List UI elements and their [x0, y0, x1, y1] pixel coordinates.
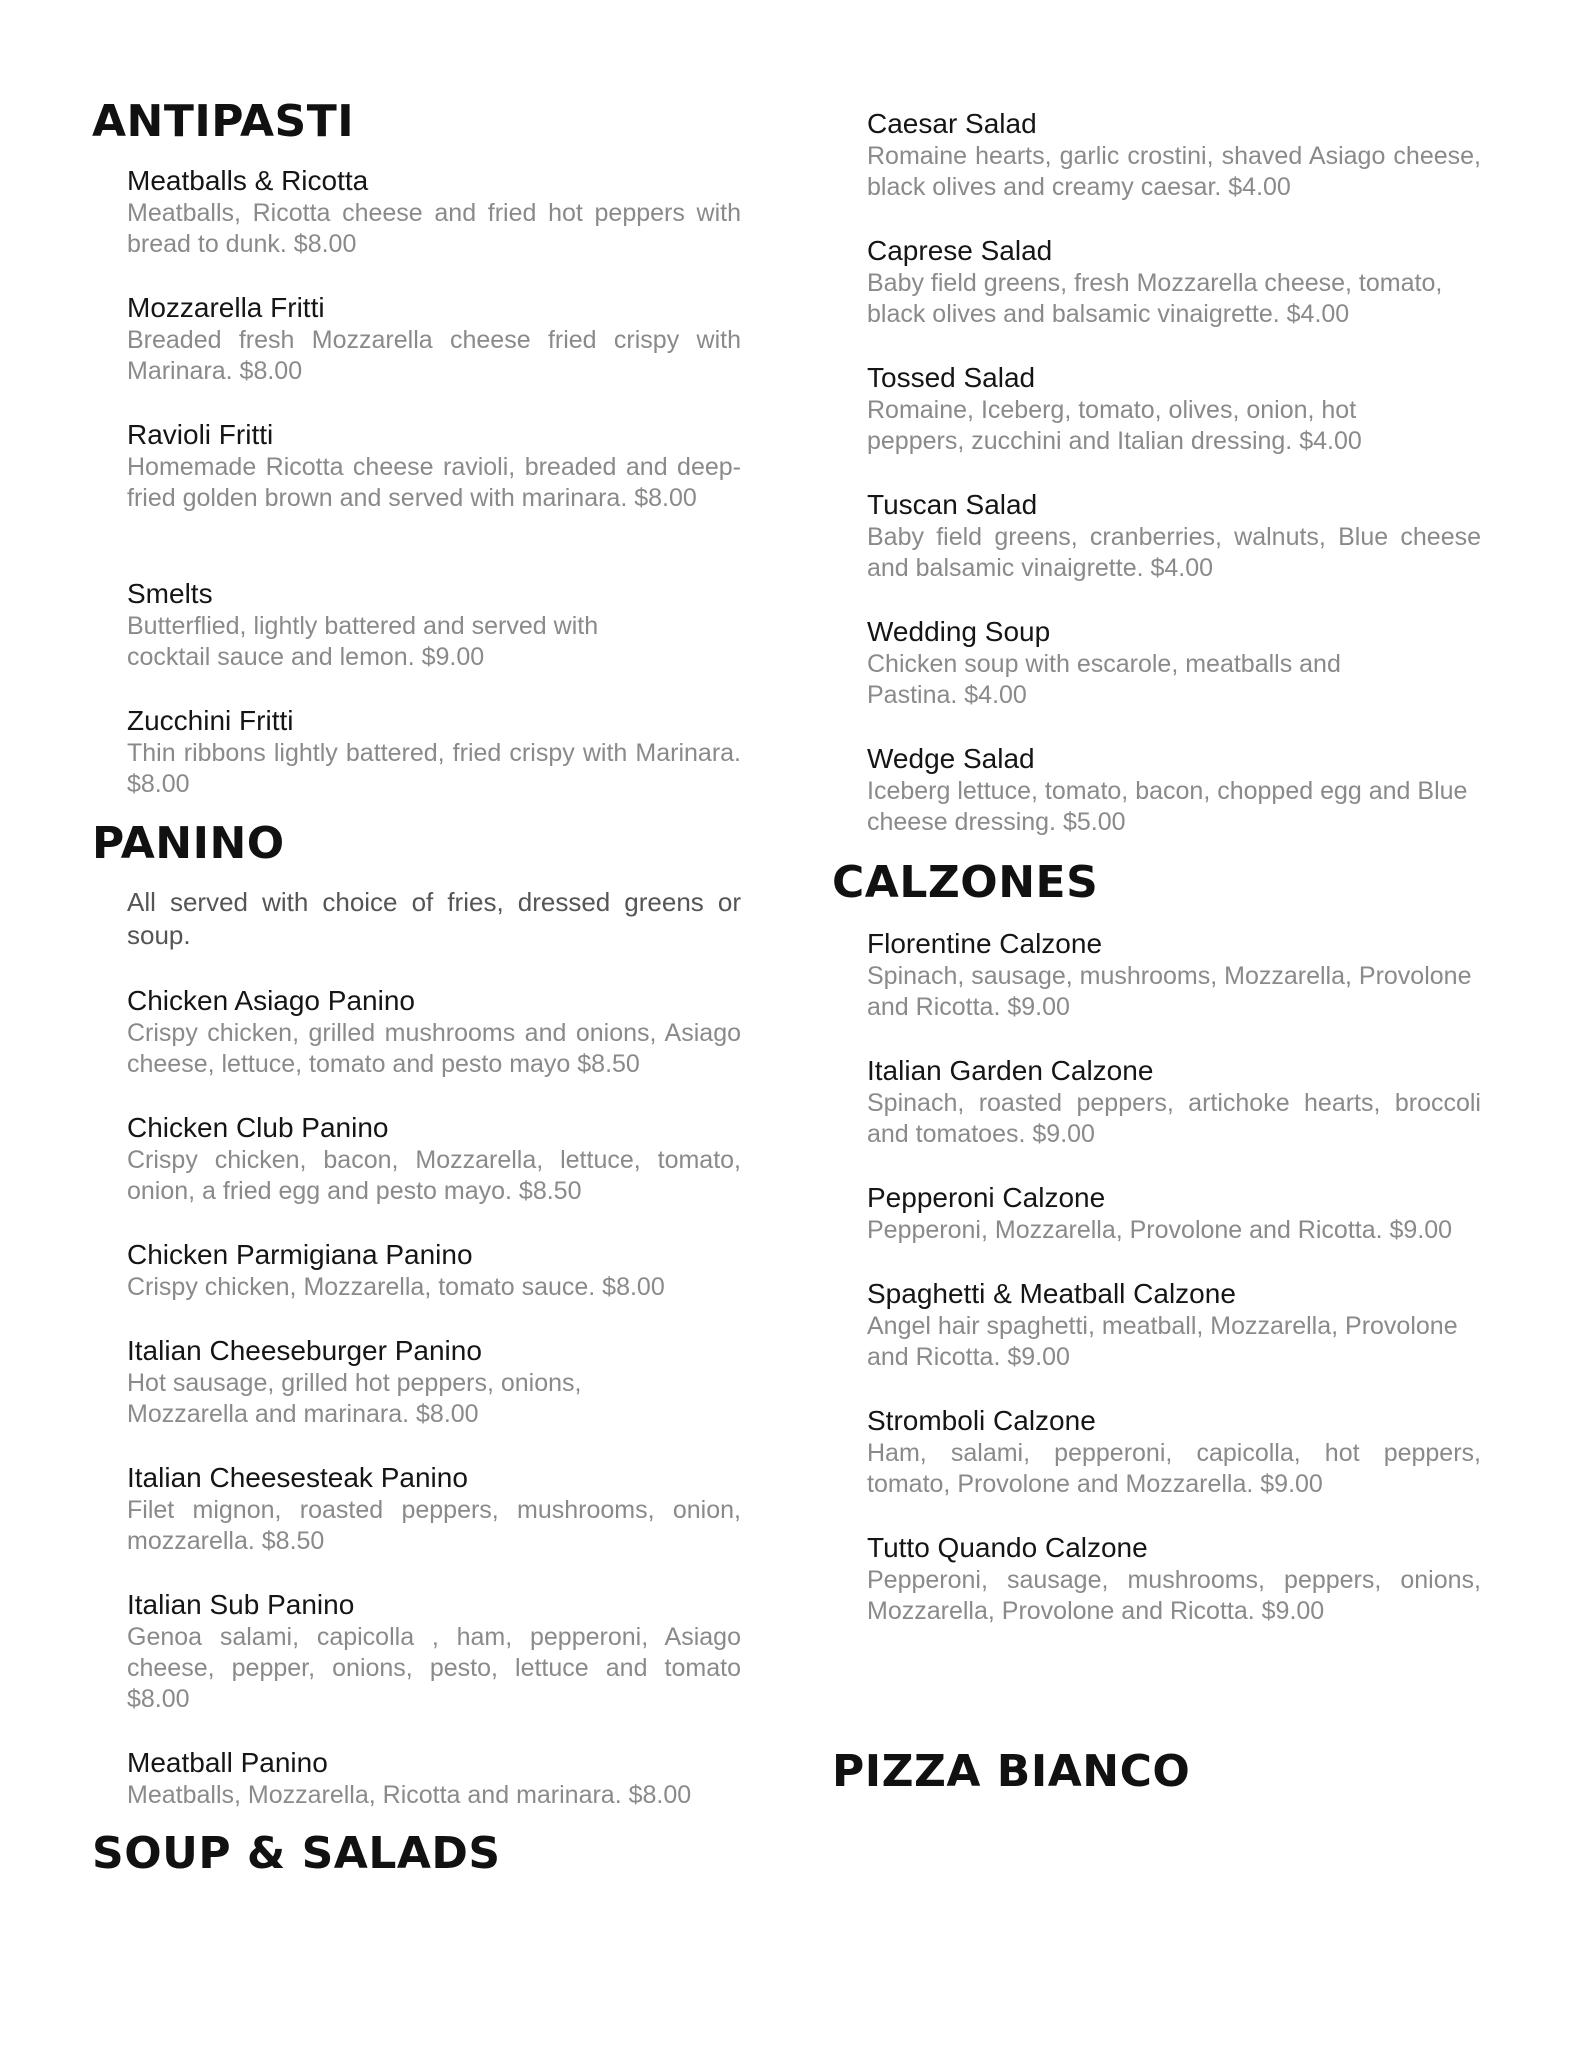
item-name: Meatball Panino	[127, 1747, 328, 1778]
item-description: Homemade Ricotta cheese ravioli, breaded and deep-fried golden brown and served with marinara. $8.00	[127, 453, 741, 512]
item-name: Meatballs & Ricotta	[127, 165, 369, 196]
item-description: Pepperoni, Mozzarella, Provolone and Ricotta. $9.00	[867, 1216, 1453, 1244]
soup-salads-title: SOUP & SALADS	[92, 1828, 501, 1879]
item-description: Angel hair spaghetti, meatball, Mozzarella, Provolone and Ricotta. $9.00	[867, 1312, 1458, 1371]
item-description: Baby field greens, fresh Mozzarella cheese, tomato, black olives and balsamic vinaigrette. $4.00	[867, 269, 1443, 328]
antipasti-title: ANTIPASTI	[92, 96, 355, 147]
item-name: Italian Cheesesteak Panino	[127, 1462, 468, 1493]
menu-item	[127, 1588, 741, 1715]
item-name: Smelts	[127, 578, 213, 609]
item-description: Genoa salami, capicolla , ham, pepperoni, Asiago cheese, pepper, onions, pesto, lettuce and tomato $8.00	[127, 1623, 741, 1713]
item-description: Crispy chicken, grilled mushrooms and onions, Asiago cheese, lettuce, tomato and pesto mayo $8.50	[127, 1019, 741, 1078]
item-description: Ham, salami, pepperoni, capicolla, hot peppers, tomato, Provolone and Mozzarella. $9.00	[867, 1439, 1481, 1498]
item-name: Caesar Salad	[867, 108, 1037, 139]
item-name: Chicken Parmigiana Panino	[127, 1239, 473, 1270]
item-description: Spinach, roasted peppers, artichoke hearts, broccoli and tomatoes. $9.00	[867, 1089, 1481, 1148]
item-description: Crispy chicken, Mozzarella, tomato sauce. $8.00	[127, 1273, 665, 1301]
item-name: Ravioli Fritti	[127, 419, 274, 450]
item-description: Breaded fresh Mozzarella cheese fried crispy with Marinara. $8.00	[127, 326, 741, 385]
menu-item	[867, 1277, 1481, 1373]
item-name: Spaghetti & Meatball Calzone	[867, 1278, 1236, 1309]
item-description: Chicken soup with escarole, meatballs and Pastina. $4.00	[867, 650, 1341, 709]
menu-item	[127, 984, 741, 1080]
menu-item	[127, 704, 741, 800]
item-name: Zucchini Fritti	[127, 705, 294, 736]
pizza-bianco-title: PIZZA BIANCO	[832, 1746, 1191, 1797]
item-description: Thin ribbons lightly battered, fried crispy with Marinara. $8.00	[127, 739, 741, 798]
item-name: Tuscan Salad	[867, 489, 1038, 520]
item-description: Spinach, sausage, mushrooms, Mozzarella, Provolone and Ricotta. $9.00	[867, 962, 1472, 1021]
menu-item	[867, 107, 1481, 203]
item-description: Romaine, Iceberg, tomato, olives, onion, hot peppers, zucchini and Italian dressing. $4.00	[867, 396, 1362, 455]
menu-item	[127, 1111, 741, 1207]
menu-item	[867, 361, 1481, 457]
panino-intro: All served with choice of fries, dressed greens or soup.	[127, 887, 741, 950]
item-description: Meatballs, Ricotta cheese and fried hot peppers with bread to dunk. $8.00	[127, 199, 741, 258]
menu-item	[867, 615, 1481, 711]
item-name: Chicken Asiago Panino	[127, 985, 415, 1016]
item-name: Tutto Quando Calzone	[867, 1532, 1148, 1563]
item-description: Baby field greens, cranberries, walnuts, Blue cheese and balsamic vinaigrette. $4.00	[867, 523, 1481, 582]
item-description: Pepperoni, sausage, mushrooms, peppers, onions, Mozzarella, Provolone and Ricotta. $9.00	[867, 1566, 1481, 1625]
item-description: Hot sausage, grilled hot peppers, onions, Mozzarella and marinara. $8.00	[127, 1369, 582, 1428]
menu-item	[867, 1181, 1481, 1246]
item-name: Italian Garden Calzone	[867, 1055, 1154, 1086]
menu-item	[127, 1746, 741, 1811]
item-description: Meatballs, Mozzarella, Ricotta and marinara. $8.00	[127, 1781, 692, 1809]
menu-item	[127, 1238, 741, 1303]
item-description: Crispy chicken, bacon, Mozzarella, lettuce, tomato, onion, a fried egg and pesto mayo. $8.50	[127, 1146, 741, 1205]
item-name: Wedge Salad	[867, 743, 1035, 774]
item-description: Butterflied, lightly battered and served with cocktail sauce and lemon. $9.00	[127, 612, 599, 671]
item-name: Florentine Calzone	[867, 928, 1103, 959]
item-description: Iceberg lettuce, tomato, bacon, chopped egg and Blue cheese dressing. $5.00	[867, 777, 1468, 836]
item-name: Caprese Salad	[867, 235, 1053, 266]
item-name: Stromboli Calzone	[867, 1405, 1096, 1436]
item-description: Romaine hearts, garlic crostini, shaved Asiago cheese, black olives and creamy caesar. $4.00	[867, 142, 1481, 201]
calzones-title: CALZONES	[832, 857, 1099, 908]
menu-item	[867, 1531, 1481, 1627]
item-description: Filet mignon, roasted peppers, mushrooms, onion, mozzarella. $8.50	[127, 1496, 741, 1555]
panino-title: PANINO	[92, 818, 285, 869]
item-name: Tossed Salad	[867, 362, 1036, 393]
menu-item	[867, 234, 1481, 330]
menu-item	[127, 291, 741, 387]
menu-item	[127, 418, 741, 514]
menu-item	[867, 742, 1481, 838]
item-name: Pepperoni Calzone	[867, 1182, 1106, 1213]
item-name: Wedding Soup	[867, 616, 1051, 647]
menu-item	[867, 927, 1481, 1023]
menu-item	[127, 577, 741, 673]
menu-item	[867, 488, 1481, 584]
menu-item	[867, 1054, 1481, 1150]
item-name: Italian Sub Panino	[127, 1589, 355, 1620]
menu-item	[867, 1404, 1481, 1500]
item-name: Mozzarella Fritti	[127, 292, 325, 323]
menu-item	[127, 1461, 741, 1557]
menu-item	[127, 1334, 741, 1430]
item-name: Chicken Club Panino	[127, 1112, 389, 1143]
menu-item	[127, 164, 741, 260]
item-name: Italian Cheeseburger Panino	[127, 1335, 482, 1366]
